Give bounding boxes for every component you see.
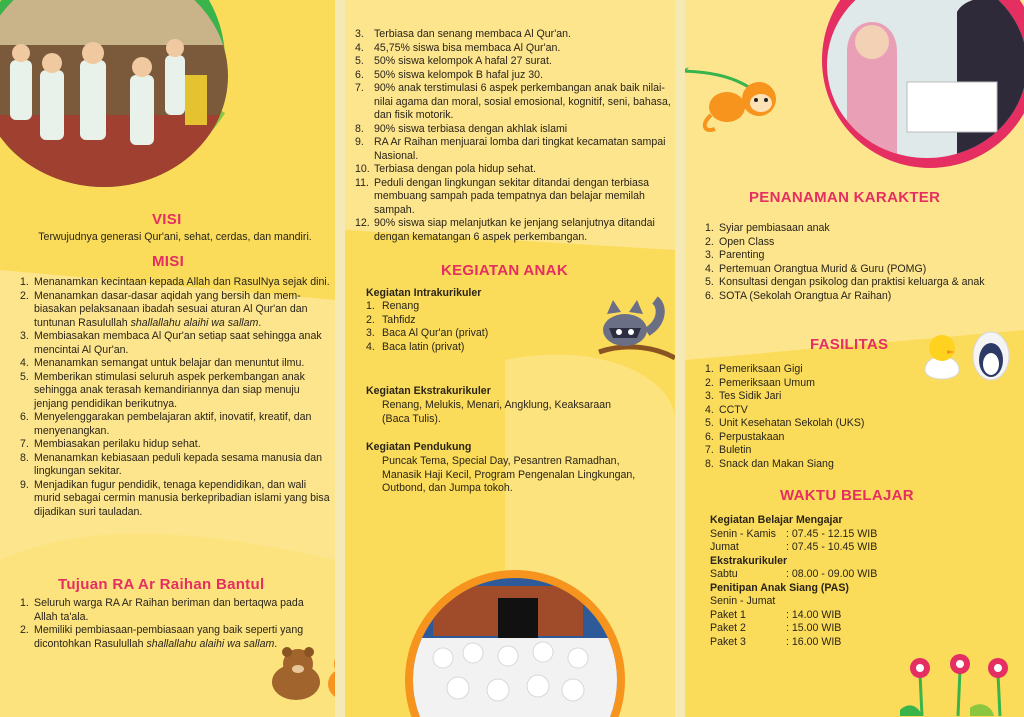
list-text: 90% anak terstimulasi 6 aspek perkembangan anak baik nilai-nilai agama dan moral, sosial emosional, kognitif, seni, bahasa, dan fisik motorik.	[374, 82, 671, 121]
misi-heading: MISI	[152, 253, 185, 270]
list-text: Menanamkan semangat untuk belajar dan menuntut ilmu.	[34, 357, 305, 369]
list-text: Konsultasi dengan psikolog dan praktisi keluarga & anak	[719, 276, 985, 288]
list-text: Menanamkan kebiasaan peduli kepada sesama manusia dan lingkungan sekitar.	[34, 451, 322, 477]
panel-right	[685, 0, 1024, 717]
kbm-title: Kegiatan Belajar Mengajar	[710, 514, 843, 526]
panel-left	[0, 0, 335, 717]
list-item	[20, 452, 332, 479]
list-item	[20, 438, 332, 452]
schedule-label: Jumat	[710, 541, 739, 553]
schedule-value: : 07.45 - 10.45 WIB	[786, 541, 878, 553]
pas-rows	[710, 609, 950, 650]
list-number: 6.	[20, 411, 29, 423]
list-item	[705, 263, 990, 277]
list-number: 7.	[20, 438, 29, 450]
list-text-end: .	[274, 637, 278, 650]
list-number: 4.	[366, 340, 375, 353]
list-number: 1.	[20, 276, 29, 288]
schedule-row	[710, 528, 950, 542]
waktu-heading: WAKTU BELAJAR	[780, 487, 914, 504]
list-item	[705, 363, 955, 377]
fasilitas-heading: FASILITAS	[810, 336, 889, 353]
ekstra-rows	[710, 568, 950, 582]
list-text: Terbiasa dan senang membaca Al Qur'an.	[374, 28, 571, 40]
list-item	[366, 300, 566, 314]
list-number: 6.	[705, 430, 714, 443]
list-item	[20, 411, 332, 438]
list-text: 50% siswa kelompok B hafal juz 30.	[374, 68, 543, 81]
list-item	[705, 458, 955, 472]
list-text: Peduli dengan lingkungan sekitar ditandai dengan terbiasa membuang sampah pada tempatnya dan belajar memilah sampah.	[374, 176, 650, 216]
list-text: Open Class	[719, 235, 775, 248]
list-text: 90% siswa terbiasa dengan akhlak islami	[374, 122, 568, 135]
list-number: 5.	[355, 55, 364, 67]
list-number: 3.	[366, 327, 375, 339]
schedule-row	[710, 622, 950, 636]
list-item	[705, 431, 955, 445]
list-item	[366, 341, 566, 355]
pendukung-text: Puncak Tema, Special Day, Pesantren Ramadhan, Manasik Haji Kecil, Program Pengenalan Lingkungan, Outbond, dan Jumpa tokoh.	[382, 455, 636, 494]
list-item	[20, 357, 332, 371]
list-item	[355, 136, 675, 163]
kbm-rows	[710, 528, 950, 555]
list-number: 1.	[20, 597, 29, 609]
list-number: 8.	[355, 122, 364, 135]
list-item	[355, 82, 675, 123]
list-item	[355, 69, 675, 83]
list-item	[20, 597, 310, 624]
list-number: 5.	[705, 417, 714, 429]
list-text: Menanamkan dasar-dasar aqidah yang bersih dan mem-biasakan pelaksanaan ibadah sesuai aturan Al Qur'an dan tuntunan Rasulullah	[34, 289, 308, 329]
list-number: 6.	[355, 68, 364, 81]
schedule-label: Paket 3	[710, 635, 746, 648]
list-text: Perpustakaan	[719, 430, 785, 443]
list-number: 5.	[20, 370, 29, 383]
list-number: 7.	[705, 444, 714, 456]
schedule-row	[710, 609, 950, 623]
list-text: Pemeriksaan Umum	[719, 376, 815, 389]
waktu-schedule	[710, 514, 950, 649]
karakter-list	[705, 222, 990, 303]
visi-heading: VISI	[152, 211, 182, 228]
list-text: Pertemuan Orangtua Murid & Guru (POMG)	[719, 262, 927, 275]
list-text: Menjadikan fugur pendidik, tenaga kependidikan, dan wali murid sebagai cermin manusia berkepribadian islami yang bisa dijadikan suri tauladan.	[34, 478, 330, 518]
list-number: 4.	[20, 357, 29, 369]
list-item	[705, 290, 990, 304]
list-text: RA Ar Raihan menjuarai lomba dari tingkat kecamatan sampai Nasional.	[374, 136, 666, 162]
tujuan-list	[20, 597, 310, 651]
raccoon-illustration	[597, 292, 675, 362]
list-item	[705, 276, 990, 290]
pendukung-title: Kegiatan Pendukung	[366, 441, 472, 453]
list-text: Renang	[382, 300, 420, 312]
list-number: 4.	[705, 403, 714, 416]
hasil-list	[355, 28, 675, 244]
list-text: SOTA (Sekolah Orangtua Ar Raihan)	[719, 289, 892, 302]
list-number: 7.	[355, 82, 364, 94]
chick-penguin-illustration	[923, 322, 1018, 384]
panel-middle	[345, 0, 675, 717]
list-text: Memiliki pembiasaan-pembiasaan yang baik seperti yang dicontohkan Rasulullah	[34, 624, 304, 650]
flowers-illustration	[900, 650, 1024, 717]
list-number: 5.	[705, 276, 714, 288]
list-number: 4.	[355, 41, 364, 54]
schedule-value: : 07.45 - 12.15 WIB	[786, 527, 878, 540]
list-number: 2.	[705, 235, 714, 248]
list-item	[20, 624, 310, 651]
schedule-value: : 16.00 WIB	[786, 635, 842, 648]
schedule-value: : 14.00 WIB	[786, 608, 842, 621]
list-text: Tes Sidik Jari	[719, 390, 782, 402]
list-number: 3.	[705, 390, 714, 402]
list-text: Parenting	[719, 249, 765, 261]
list-item	[20, 290, 332, 331]
list-text: 90% siswa siap melanjutkan ke jenjang selanjutnya ditandai dengan kematangan 6 aspek perkembangan.	[374, 217, 655, 243]
pas-days: Senin - Jumat	[710, 595, 776, 607]
list-item	[355, 217, 675, 244]
list-item	[20, 479, 332, 520]
list-number: 8.	[705, 457, 714, 470]
list-number: 1.	[705, 222, 714, 234]
list-item	[355, 28, 675, 42]
list-item	[705, 377, 955, 391]
list-item	[355, 163, 675, 177]
list-number: 2.	[20, 289, 29, 302]
schedule-row	[710, 636, 950, 650]
list-item	[705, 390, 955, 404]
schedule-value: : 08.00 - 09.00 WIB	[786, 568, 878, 580]
ekstra-title: Kegiatan Ekstrakurikuler	[366, 385, 491, 397]
misi-list	[20, 276, 332, 519]
schedule-label: Paket 2	[710, 622, 746, 634]
schedule-row	[710, 541, 950, 555]
tujuan-heading: Tujuan RA Ar Raihan Bantul	[58, 576, 265, 593]
list-text: Baca latin (privat)	[382, 340, 465, 353]
schedule-value: : 15.00 WIB	[786, 622, 842, 634]
list-item	[355, 177, 675, 218]
list-text: Menanamkan kecintaan kepada Allah dan RasulNya sejak dini.	[34, 276, 330, 288]
list-number: 1.	[705, 363, 714, 375]
list-number: 2.	[366, 313, 375, 326]
kegiatan-heading: KEGIATAN ANAK	[441, 262, 568, 279]
list-item	[705, 249, 990, 263]
list-number: 3.	[355, 28, 364, 40]
list-number: 3.	[705, 249, 714, 261]
list-text: Terbiasa dengan pola hidup sehat.	[374, 163, 536, 175]
list-text: Snack dan Makan Siang	[719, 457, 834, 470]
list-text: CCTV	[719, 403, 748, 416]
list-number: 2.	[705, 376, 714, 389]
list-text: Memberikan stimulasi seluruh aspek perkembangan anak sehingga anak terasah kemandiriannya dan siap menuju jenjang pendidikan berikutnya.	[34, 370, 305, 410]
list-text: Tahfidz	[382, 313, 416, 326]
list-item	[705, 236, 990, 250]
monkey-illustration	[685, 55, 795, 135]
list-item	[20, 330, 332, 357]
list-item	[366, 327, 566, 341]
list-number: 10.	[355, 163, 370, 175]
list-text: Pemeriksaan Gigi	[719, 363, 803, 375]
list-item	[705, 222, 990, 236]
visi-text: Terwujudnya generasi Qur'ani, sehat, cerdas, dan mandiri.	[38, 231, 312, 243]
list-item	[705, 444, 955, 458]
list-item	[366, 314, 566, 328]
list-text: Baca Al Qur'an (privat)	[382, 327, 489, 339]
karakter-heading: PENANAMAN KARAKTER	[749, 189, 941, 206]
list-number: 4.	[705, 262, 714, 275]
list-text: Unit Kesehatan Sekolah (UKS)	[719, 417, 865, 429]
list-number: 9.	[355, 136, 364, 148]
ekstra-text: Renang, Melukis, Menari, Angklung, Keaksaraan (Baca Tulis).	[382, 399, 612, 425]
list-text: Membiasakan membaca Al Qur'an setiap saat sehingga anak mencintai Al Qur'an.	[34, 330, 322, 356]
schedule-label: Sabtu	[710, 568, 738, 580]
fasilitas-list	[705, 363, 955, 471]
schedule-label: Senin - Kamis	[710, 527, 776, 540]
list-text-end: .	[258, 316, 262, 329]
list-item	[20, 371, 332, 412]
list-item	[355, 55, 675, 69]
list-number: 12.	[355, 217, 370, 229]
list-text: Syiar pembiasaan anak	[719, 222, 830, 234]
list-number: 6.	[705, 289, 714, 302]
list-text: 50% siswa kelompok A hafal 27 surat.	[374, 55, 552, 67]
list-text-italic: shallallahu alaihi wa sallam	[146, 637, 275, 650]
list-text: Membiasakan perilaku hidup sehat.	[34, 438, 201, 450]
list-number: 3.	[20, 330, 29, 342]
intra-list	[366, 300, 566, 354]
list-text: Seluruh warga RA Ar Raihan beriman dan bertaqwa pada Allah ta'ala.	[34, 597, 304, 623]
bear-cat-illustration	[268, 637, 335, 705]
list-number: 1.	[366, 300, 375, 312]
list-item	[705, 404, 955, 418]
pas-title: Penitipan Anak Siang (PAS)	[710, 581, 849, 594]
schedule-label: Paket 1	[710, 608, 746, 621]
list-item	[705, 417, 955, 431]
intra-title: Kegiatan Intrakurikuler	[366, 287, 482, 299]
list-text: Menyelenggarakan pembelajaran aktif, inovatif, kreatif, dan menyenangkan.	[34, 411, 312, 437]
ekstra-schedule-title: Ekstrakurikuler	[710, 554, 788, 567]
list-item	[355, 123, 675, 137]
schedule-row	[710, 568, 950, 582]
list-text: 45,75% siswa bisa membaca Al Qur'an.	[374, 41, 561, 54]
list-item	[20, 276, 332, 290]
list-number: 2.	[20, 624, 29, 636]
list-text-italic: shallallahu alaihi wa sallam	[130, 316, 259, 329]
list-item	[355, 42, 675, 56]
list-text: Buletin	[719, 444, 752, 456]
list-number: 9.	[20, 478, 29, 491]
list-number: 8.	[20, 451, 29, 464]
list-number: 11.	[355, 176, 369, 189]
